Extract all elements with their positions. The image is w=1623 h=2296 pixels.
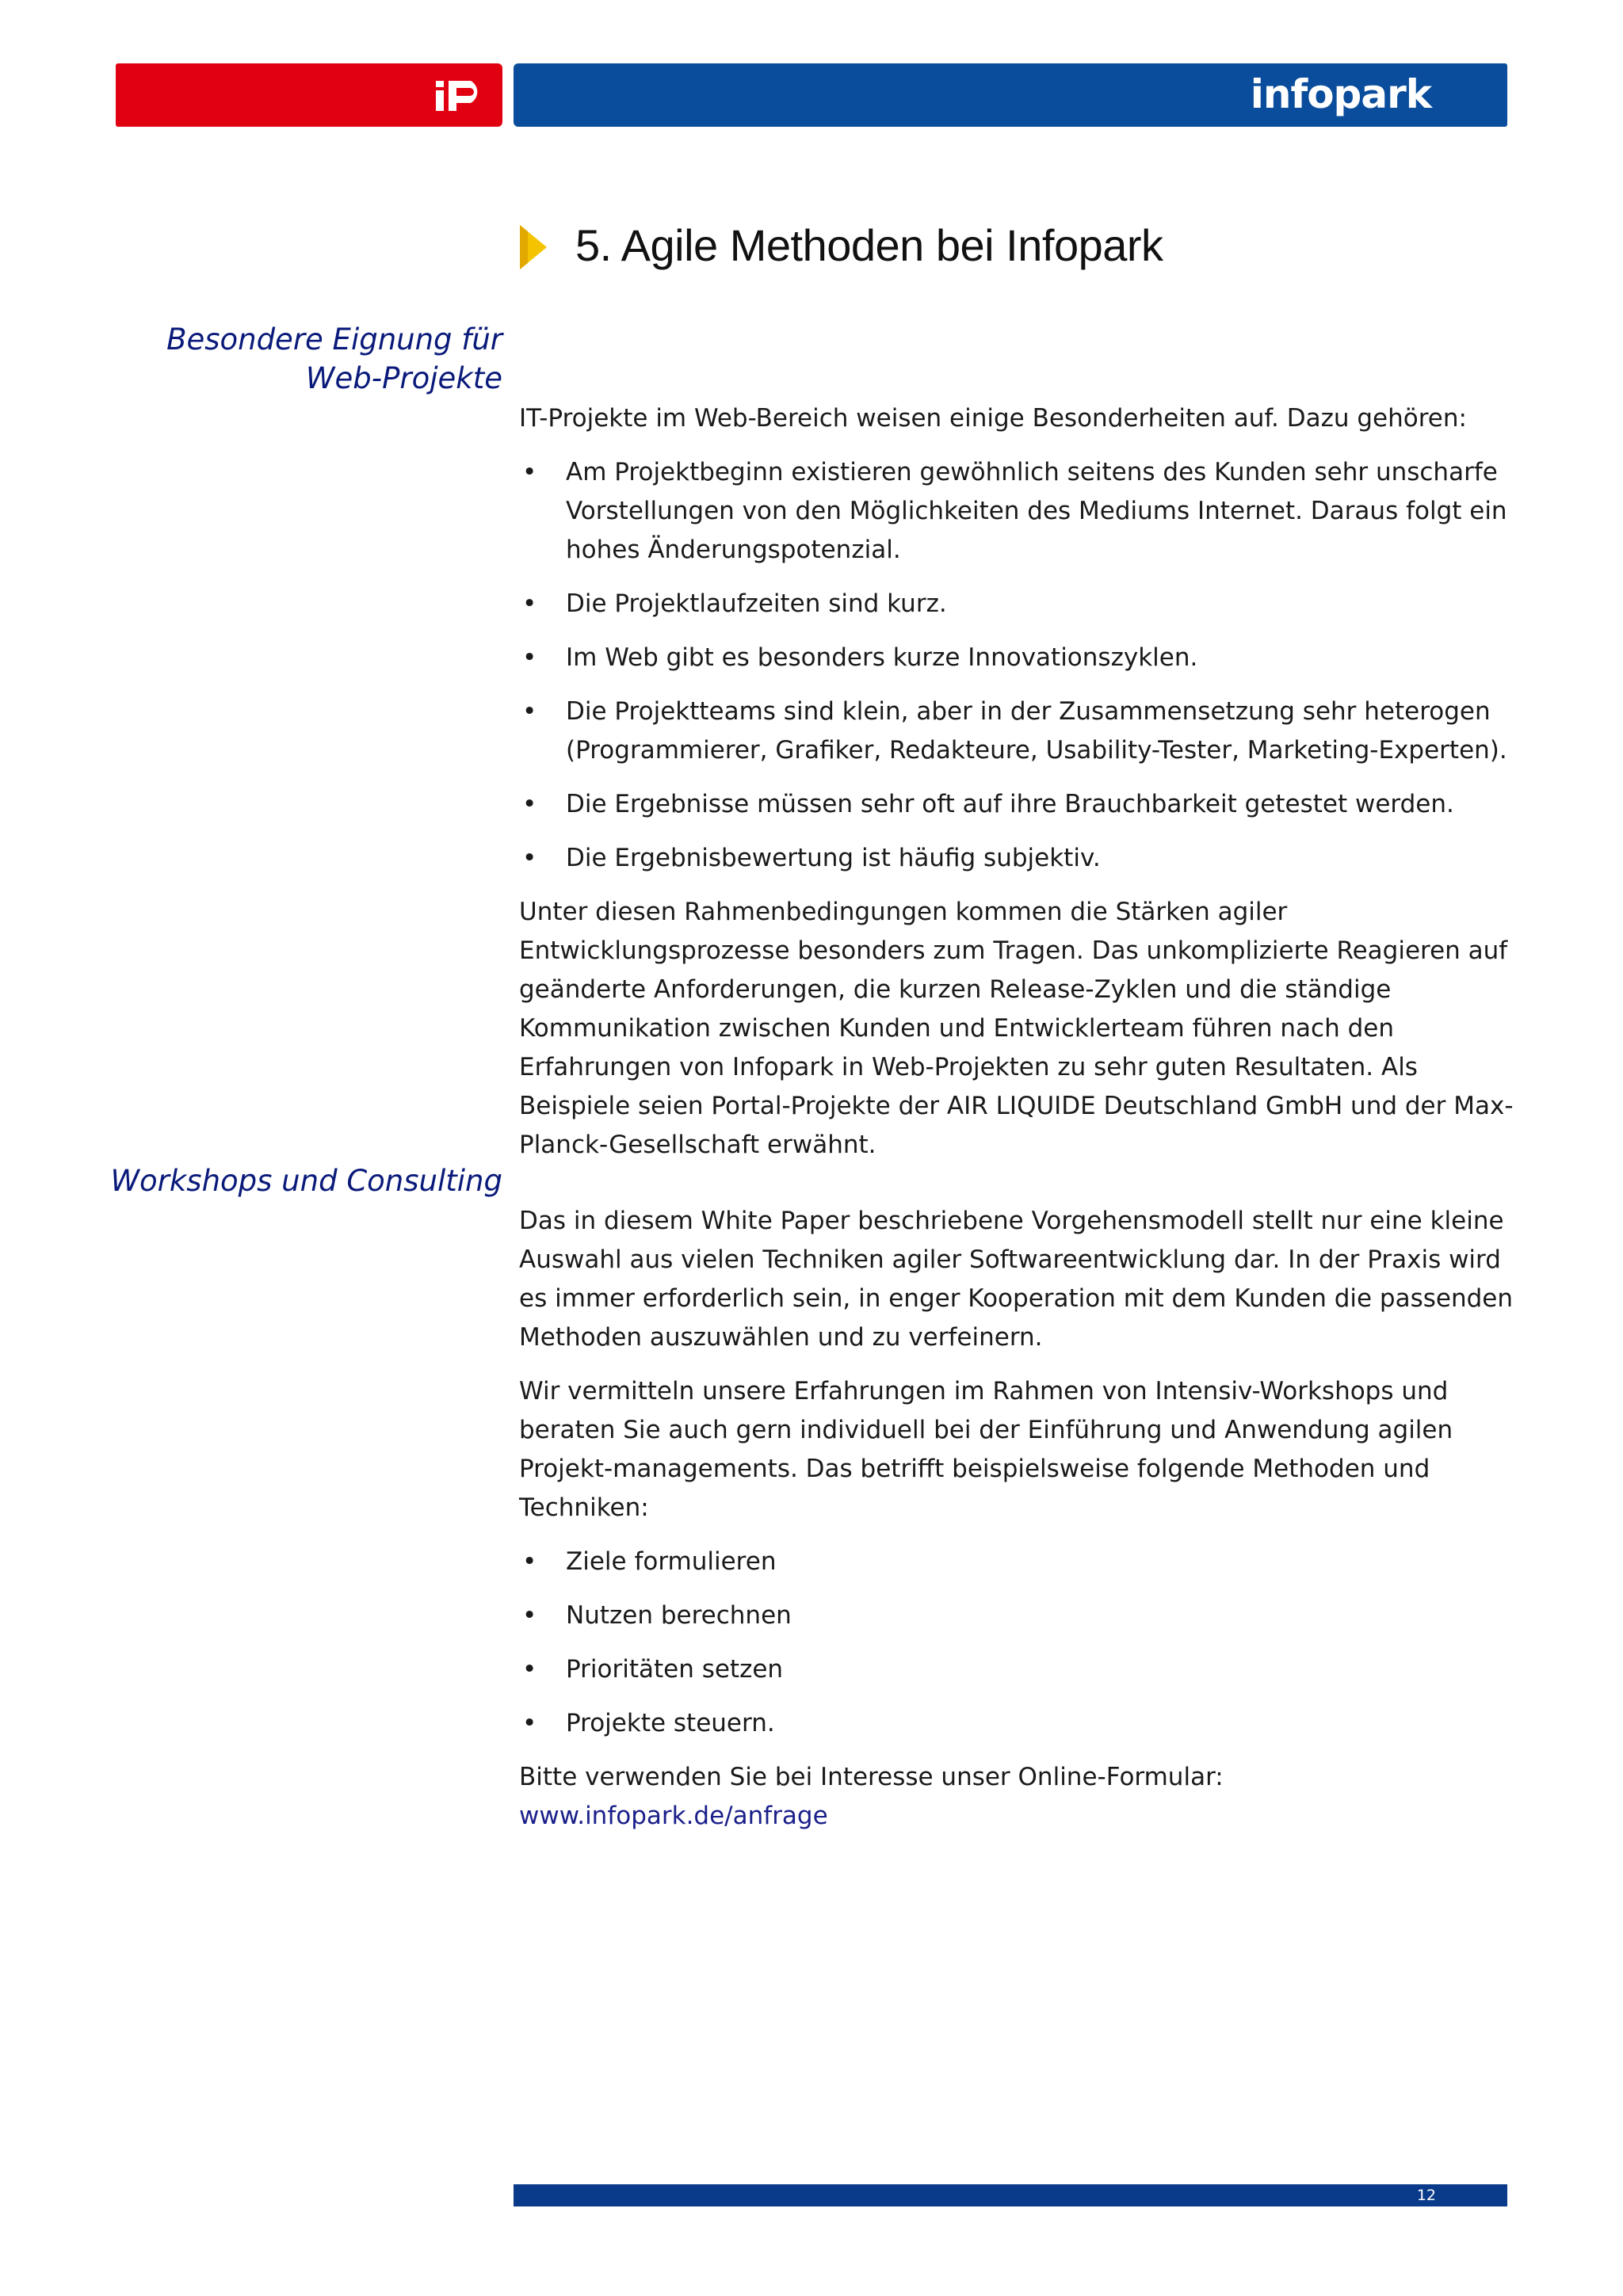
list-item	[519, 639, 1518, 677]
list-item	[519, 1650, 1518, 1689]
bullet-icon: •	[522, 1655, 537, 1684]
list-item	[519, 1543, 1518, 1581]
bullet-icon: •	[522, 458, 537, 486]
side-heading-line: Besondere Eignung für	[166, 322, 502, 357]
bullet-icon: •	[522, 643, 537, 672]
bullet-icon: •	[522, 1709, 537, 1737]
list-item-text: Am Projektbeginn existieren gewöhnlich seitens des Kunden sehr unscharfe Vorstellungen von den Möglichkeiten des Mediums Internet. Daraus folgt ein hohes Änderungspotenzial.	[566, 458, 1507, 564]
page-number: 12	[1416, 2187, 1436, 2204]
bullet-icon: •	[522, 697, 537, 726]
list-item-text: Projekte steuern.	[566, 1709, 775, 1737]
header-red-bar	[116, 63, 502, 127]
bullet-icon: •	[522, 589, 537, 618]
list-item	[519, 1704, 1518, 1743]
list-item	[519, 692, 1518, 770]
paragraph: Das in diesem White Paper beschriebene Vorgehensmodell stellt nur eine kleine Auswahl aus vielen Techniken agiler Softwareentwicklung dar. In der Praxis wird es immer erforderlich sein, in enger Kooperation mit dem Kunden die passenden Methoden auszuwählen und zu verfeinern.	[519, 1207, 1514, 1352]
bullet-icon: •	[522, 790, 537, 818]
bullet-list	[519, 453, 1518, 878]
bullet-icon: •	[522, 1547, 537, 1576]
page-title: 5. Agile Methoden bei Infopark	[575, 220, 1163, 270]
list-item-text: Prioritäten setzen	[566, 1655, 784, 1684]
header-blue-bar	[514, 63, 1507, 127]
paragraph: IT-Projekte im Web-Bereich weisen einige Besonderheiten auf. Dazu gehören:	[519, 404, 1467, 433]
side-heading-web-projects	[90, 320, 502, 398]
section-web-projects-body	[519, 399, 1518, 1180]
paragraph: Unter diesen Rahmenbedingungen kommen die Stärken agiler Entwicklungsprozesse besonders zum Tragen. Das unkomplizierte Reagieren auf geänderte Anforderungen, die kurzen Release-Zyklen und die ständige Kommunikation zwischen Kunden und Entwicklerteam führen nach den Erfahrungen von Infopark in Web-Projekten zu sehr guten Resultaten. Als Beispiele seien Portal-Projekte der AIR LIQUIDE Deutschland GmbH und der Max-Planck-Gesellschaft erwähnt.	[519, 898, 1514, 1159]
inquiry-form-link[interactable]: www.infopark.de/anfrage	[519, 1802, 828, 1830]
list-item-text: Im Web gibt es besonders kurze Innovationszyklen.	[566, 643, 1198, 672]
section-workshops-body	[519, 1202, 1518, 1851]
cta-text: Bitte verwenden Sie bei Interesse unser Online-Formular:	[519, 1763, 1224, 1791]
list-item-text: Die Projektteams sind klein, aber in der Zusammensetzung sehr heterogen (Programmierer, Grafiker, Redakteure, Usability-Tester, Marketing-Experten).	[566, 697, 1507, 765]
list-item	[519, 585, 1518, 624]
brand-name: infopark	[1250, 71, 1431, 117]
list-item-text: Die Projektlaufzeiten sind kurz.	[566, 589, 947, 618]
list-item	[519, 453, 1518, 570]
ip-logo-icon	[434, 79, 485, 113]
yellow-arrow-icon	[520, 225, 547, 269]
list-item-text: Die Ergebnisse müssen sehr oft auf ihre Brauchbarkeit getestet werden.	[566, 790, 1454, 818]
list-item	[519, 839, 1518, 878]
paragraph: Wir vermitteln unsere Erfahrungen im Rahmen von Intensiv-Workshops und beraten Sie auch gern individuell bei der Einführung und Anwendung agilen Projekt-managements. Das betrifft beispielsweise folgende Methoden und Techniken:	[519, 1377, 1453, 1522]
side-heading-line: Web-Projekte	[305, 361, 502, 395]
list-item	[519, 785, 1518, 824]
bullet-icon: •	[522, 844, 537, 872]
footer-bar	[514, 2184, 1507, 2206]
list-item-text: Ziele formulieren	[566, 1547, 777, 1576]
paragraph	[519, 1758, 1518, 1836]
list-item	[519, 1596, 1518, 1635]
side-heading-workshops: Workshops und Consulting	[110, 1164, 502, 1198]
bullet-icon: •	[522, 1601, 537, 1630]
list-item-text: Die Ergebnisbewertung ist häufig subjektiv.	[566, 844, 1101, 872]
bullet-list	[519, 1543, 1518, 1743]
list-item-text: Nutzen berechnen	[566, 1601, 792, 1630]
